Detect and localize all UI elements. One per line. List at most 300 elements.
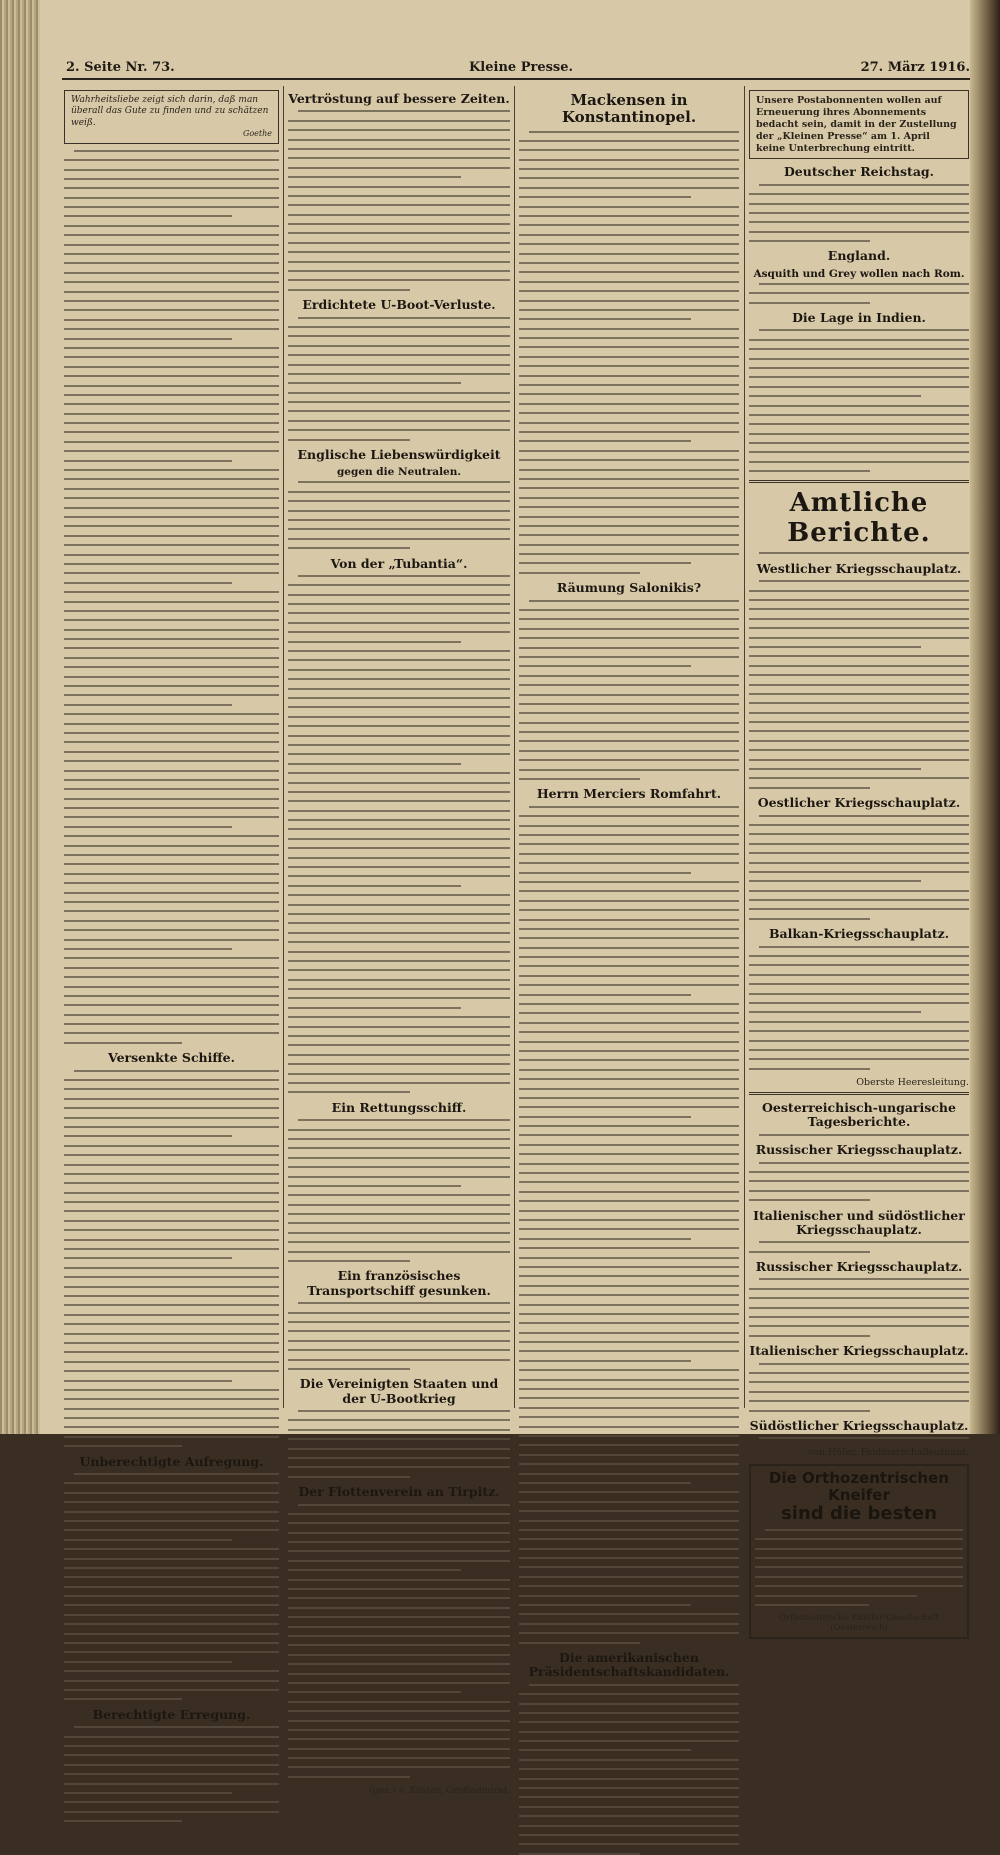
text-line [64,967,279,969]
text-line [749,193,969,195]
text-line [749,212,969,214]
text-line [64,159,279,161]
text-line [64,1192,279,1194]
text-line [749,637,969,639]
text-line [288,969,510,971]
text-line [64,920,279,922]
text-line [529,806,739,808]
text-line [288,1429,510,1431]
text-line [749,470,870,472]
text-line [288,1222,510,1224]
article-heading: Balkan-Kriegsschauplatz. [768,926,950,942]
text-line [749,908,969,910]
text-line [64,892,279,894]
text-line [519,1332,739,1334]
text-line [749,1180,969,1182]
article-heading: Vertröstung auf bessere Zeiten. [288,91,510,106]
text-line [755,1538,963,1540]
article-body [288,1119,510,1262]
text-line [519,234,739,236]
text-line [298,1410,510,1412]
text-line [519,1050,739,1052]
text-line [64,1267,279,1269]
ad-body [755,1529,963,1606]
text-line [288,1569,461,1571]
text-line [288,1654,510,1656]
text-line [288,120,510,122]
text-line [519,318,691,320]
text-line [519,309,739,311]
text-line [749,880,921,882]
text-line [64,1333,279,1335]
ad-title: Die Orthozentrischen Kneifer [769,1468,949,1504]
text-line [64,244,279,246]
text-line [749,1011,921,1013]
text-line [519,834,739,836]
text-line [288,214,510,216]
article-heading: Die amerikanischen Präsidentschaftskandidaten. [528,1649,730,1680]
text-line [519,975,739,977]
section-heading: Amtliche Berichte. [787,487,931,548]
text-line [288,1766,510,1768]
text-line [288,157,510,159]
text-line [64,601,279,603]
text-line [288,519,510,521]
text-line [519,337,739,339]
text-line [529,600,739,602]
text-line [519,1350,739,1352]
text-line [288,500,510,502]
text-line [759,946,969,948]
text-line [519,1163,739,1165]
text-line [64,976,279,978]
ad-footer: Orthozentrische Kneifer-Gesellschaft (Oesterreich) [778,1613,940,1634]
text-line [519,965,739,967]
text-line [64,1380,232,1382]
text-line [288,1682,510,1684]
text-line [64,431,279,433]
text-line [64,1135,232,1137]
text-line [64,1614,279,1616]
text-line [519,1557,739,1559]
text-line [64,713,279,715]
text-line [288,1232,510,1234]
text-line [519,703,739,705]
text-line [64,1361,279,1363]
text-line [64,225,279,227]
text-line [64,1651,279,1653]
text-line [749,1335,870,1337]
article-body [749,184,969,242]
text-line [288,354,510,356]
text-line [64,281,279,283]
text-line [288,1368,410,1370]
text-line [519,1369,739,1371]
text-line [288,1241,510,1243]
text-line [519,243,739,245]
column-4 [749,86,969,1634]
text-line [64,1014,279,1016]
text-line [519,1247,739,1249]
text-line [64,910,279,912]
text-line [519,1116,691,1118]
signature-line: (gez.) v. Köster, Großadmiral. [368,1785,510,1797]
notice-text: Unsere Postabonnenten wollen auf Erneuerung ihres Abonnements bedacht sein, damit in der Zustellung der „Kleinen Presse“ am 1. April keine Unterbrechung eintritt. [756,95,957,154]
text-line [519,375,739,377]
text-line [288,410,510,412]
text-line [749,414,969,416]
text-line [298,317,510,319]
column-1 [64,86,279,1722]
text-line [288,706,510,708]
text-line [288,251,510,253]
text-line [288,782,510,784]
text-line [749,376,969,378]
text-line [288,1663,510,1665]
text-line [749,423,969,425]
text-line [519,1642,640,1644]
text-line [749,740,969,742]
text-line [64,234,279,236]
text-line [759,283,969,285]
text-line [749,358,969,360]
text-line [288,289,410,291]
text-line [519,1200,739,1202]
text-line [64,1408,279,1410]
text-line [749,955,969,957]
text-line [749,730,969,732]
text-line [288,223,510,225]
text-line [64,1088,279,1090]
text-line [749,964,969,966]
text-line [759,1241,969,1243]
text-line [529,131,739,133]
text-line [64,422,279,424]
text-line [519,1538,739,1540]
text-line [519,1172,739,1174]
text-line [519,1388,739,1390]
text-line [64,450,279,452]
text-line [749,386,969,388]
text-line [519,1285,739,1287]
text-line [288,810,510,812]
text-line [64,394,279,396]
article-heading: Unberechtigte Aufregung. [79,1453,264,1469]
column-2 [288,86,510,1797]
text-line [288,1720,510,1722]
text-line [64,788,279,790]
text-line [288,1560,510,1562]
text-line [519,618,739,620]
text-line [519,525,739,527]
text-line [288,584,510,586]
text-line [288,1419,510,1421]
text-line [519,215,739,217]
text-line [519,393,739,395]
text-line [519,1069,739,1071]
text-line [64,638,279,640]
text-line [288,429,510,431]
text-line [519,1397,739,1399]
text-line [288,612,510,614]
text-line [519,675,739,677]
text-line [519,1595,739,1597]
text-line [749,1171,969,1173]
text-line [519,1041,739,1043]
text-line [64,1389,279,1391]
text-line [64,1210,279,1212]
text-line [519,1210,739,1212]
text-line [288,997,510,999]
article-heading: Die Lage in Indien. [792,310,926,326]
ad-subtitle: sind die besten [781,1503,937,1525]
article-heading: Südöstlicher Kriegsschauplatz. [749,1417,969,1433]
text-line [749,442,969,444]
text-line [519,1444,739,1446]
text-line [519,253,739,255]
text-line [749,1297,969,1299]
text-line [288,753,510,755]
text-line [288,1016,510,1018]
text-line [64,1501,279,1503]
text-line [64,1032,279,1034]
text-line [759,184,969,186]
text-line [64,1736,279,1738]
text-line [749,292,969,294]
text-line [288,866,510,868]
text-line [519,431,739,433]
text-line [64,469,279,471]
text-line [64,563,279,565]
text-line [288,1349,510,1351]
text-line [288,242,510,244]
text-line [64,807,279,809]
text-line [64,1126,279,1128]
text-line [64,1145,279,1147]
article-body [749,580,969,789]
text-line [749,918,870,920]
text-line [288,1194,510,1196]
text-line [288,279,510,281]
text-line [749,618,969,620]
article-heading: Russischer Kriegsschauplatz. [755,1142,963,1158]
text-line [288,1644,510,1646]
article-body [288,1410,510,1478]
text-line [64,1670,279,1672]
text-line [519,206,739,208]
text-line [519,1825,739,1827]
section-rule [749,480,969,483]
text-line [64,1764,279,1766]
text-line [519,1731,739,1733]
text-line [64,328,279,330]
text-line [64,1276,279,1278]
text-line [64,1801,279,1803]
text-line [519,815,739,817]
text-line [519,459,739,461]
text-line [759,1162,969,1164]
text-line [288,326,510,328]
text-line [759,580,969,582]
text-line [755,1604,869,1606]
text-line [749,451,969,453]
text-line [64,1220,279,1222]
text-line [749,777,969,779]
text-line [64,1079,279,1081]
text-line [759,552,969,554]
text-line [288,594,510,596]
article-body [64,1726,279,1822]
text-line [288,232,510,234]
column-rule [744,86,745,1408]
text-line [298,481,510,483]
text-line [749,833,969,835]
text-line [519,271,739,273]
text-line [749,1400,969,1402]
article-body [749,946,969,1070]
text-line [74,150,279,152]
text-line [288,1063,510,1065]
text-line [519,1238,691,1240]
text-line [519,1435,739,1437]
text-line [64,1586,279,1588]
text-line [749,674,969,676]
text-line [519,140,739,142]
text-line [64,1154,279,1156]
text-line [519,177,739,179]
text-line [519,1491,739,1493]
text-line [64,478,279,480]
text-line [519,900,739,902]
text-line [519,890,739,892]
text-line [64,1811,279,1813]
text-line [749,1307,969,1309]
text-line [519,750,739,752]
text-line [288,885,461,887]
text-line [64,760,279,762]
text-line [64,647,279,649]
article-body [288,575,510,1093]
text-line [288,669,510,671]
text-line [64,488,279,490]
paper-name: Kleine Presse. [469,60,574,75]
text-line [64,751,279,753]
text-line [64,1295,279,1297]
text-line [288,1541,510,1543]
text-line [749,1316,969,1318]
text-line [519,159,739,161]
text-line [288,932,510,934]
text-line [749,862,969,864]
text-line [64,1754,279,1756]
text-line [288,1673,510,1675]
text-line [519,1712,739,1714]
article-heading: Russischer Kriegsschauplatz. [755,1259,963,1275]
text-line [288,941,510,943]
text-line [288,1251,510,1253]
text-line [288,1035,510,1037]
text-line [64,901,279,903]
text-line [755,1548,963,1550]
article-heading: Herrn Merciers Romfahrt. [536,786,722,802]
page-edge-shadow [970,0,1000,1434]
text-line [64,1201,279,1203]
text-line [64,1548,279,1550]
text-line [519,862,739,864]
text-line [519,1759,739,1761]
text-line [288,1513,510,1515]
text-line [288,857,510,859]
text-line [529,1684,739,1686]
text-line [519,1501,739,1503]
text-line [288,1607,510,1609]
text-line [288,528,510,530]
text-line [519,1228,739,1230]
text-line [64,413,279,415]
text-line [288,1626,510,1628]
text-line [519,1022,739,1024]
text-line [519,1219,739,1221]
text-line [64,591,279,593]
text-line [749,759,969,761]
text-line [64,169,279,171]
text-line [64,1042,182,1044]
text-line [519,1815,739,1817]
column-rule [514,86,515,1408]
text-line [759,329,969,331]
section-rule [749,1092,969,1095]
text-line [519,1012,739,1014]
text-line [288,1748,510,1750]
text-line [288,819,510,821]
text-line [519,1257,739,1259]
text-line [519,1510,739,1512]
text-line [74,1473,279,1475]
article-heading: Italienischer und südöstlicher Kriegsschauplatz. [753,1207,965,1237]
text-line [64,1164,279,1166]
text-line [749,1410,870,1412]
text-line [64,1023,279,1025]
text-line [288,979,510,981]
text-line [519,440,691,442]
text-line [64,291,279,293]
text-line [288,1738,510,1740]
text-line [64,1351,279,1353]
text-line [288,1044,510,1046]
text-line [288,1616,510,1618]
text-line [519,609,739,611]
text-line [64,1698,182,1700]
text-line [519,1778,739,1780]
text-line [288,622,510,624]
article-body [519,1684,739,1855]
text-line [64,206,279,208]
text-line [64,1426,279,1428]
text-line [519,478,739,480]
text-line [288,659,510,661]
text-line [64,816,279,818]
text-line [519,1454,739,1456]
text-line [64,1567,279,1569]
text-line [64,544,279,546]
article-body [288,481,510,549]
text-line [288,261,510,263]
text-line [519,843,739,845]
text-line [288,1176,510,1178]
text-line [64,629,279,631]
article-heading: Oestlicher Kriegsschauplatz. [757,795,961,811]
text-line [519,281,739,283]
